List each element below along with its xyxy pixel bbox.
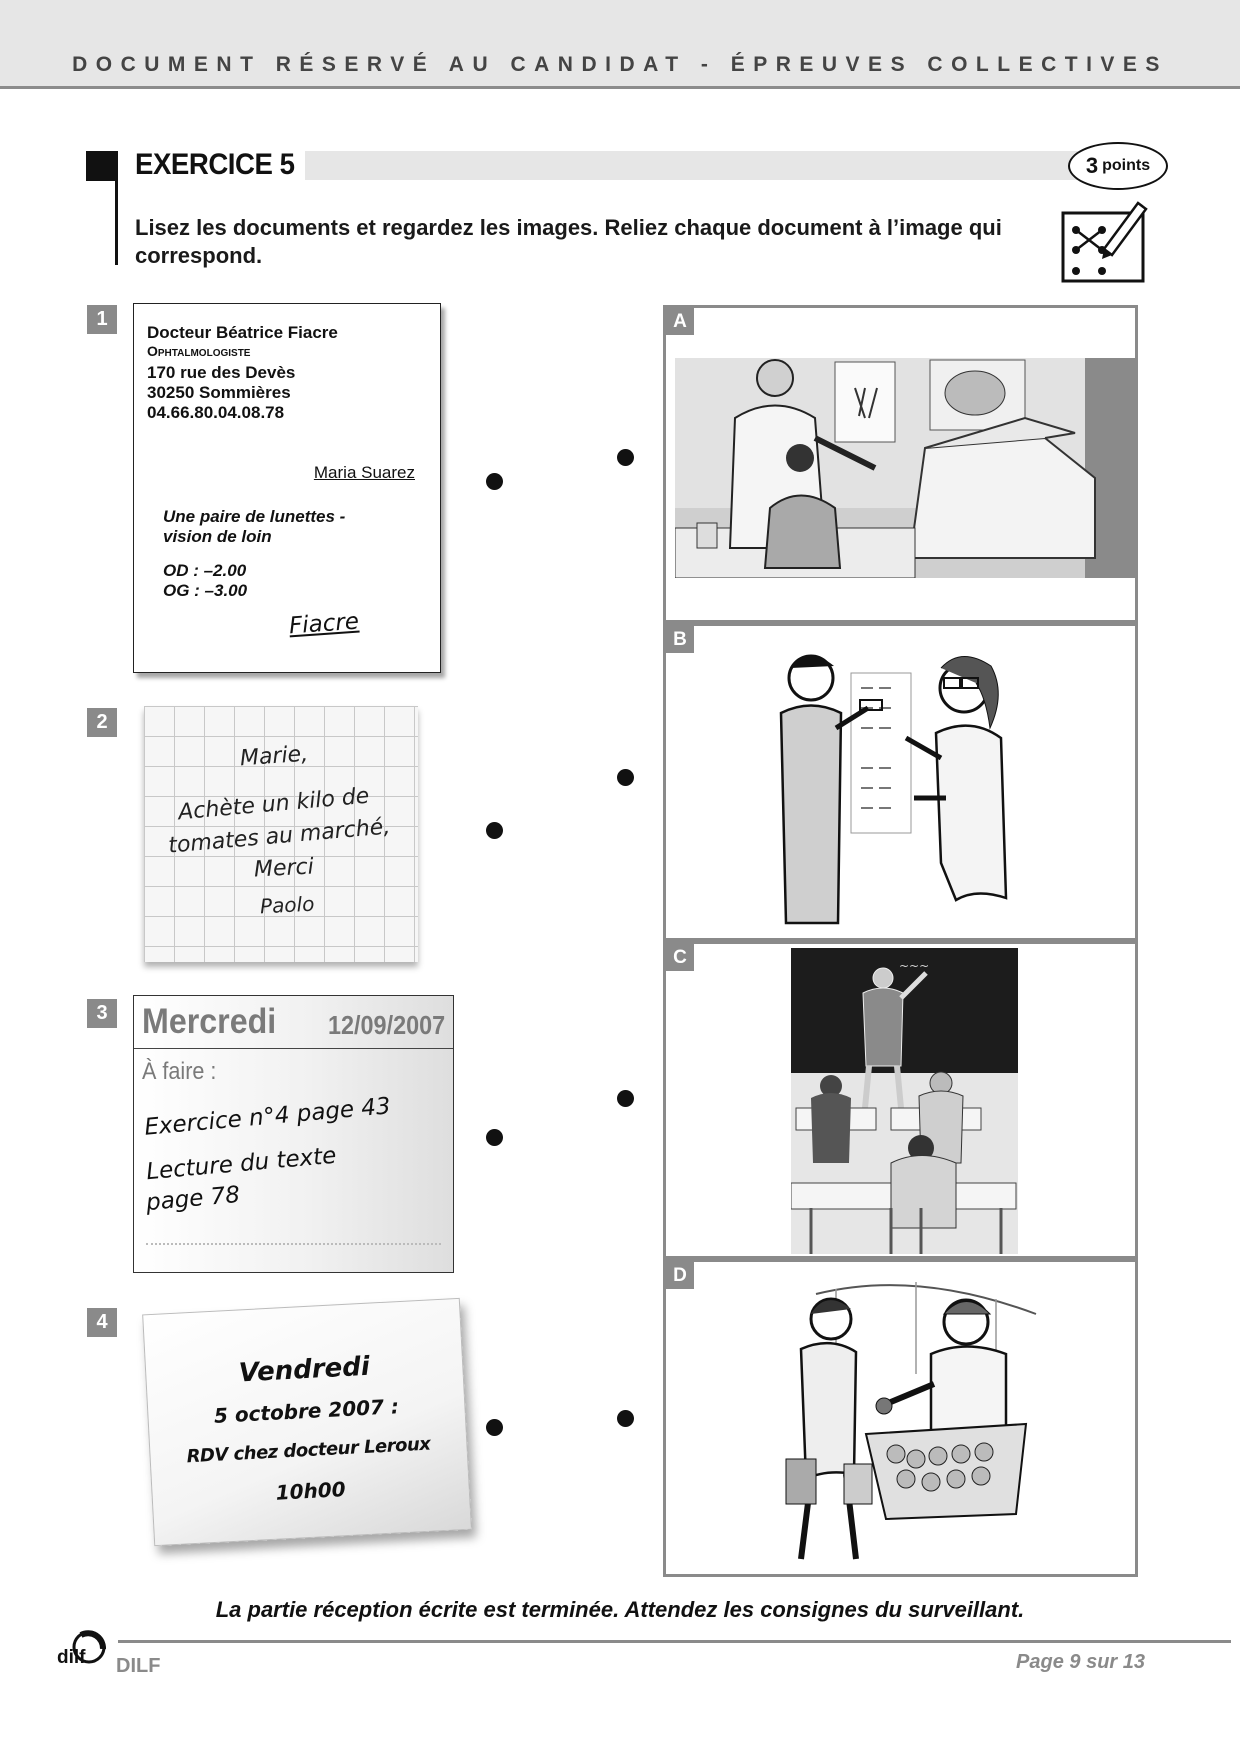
document-number-4: 4 <box>87 1308 117 1337</box>
doctor-signature: Fiacre <box>288 608 360 640</box>
picture-c-dot[interactable] <box>617 1090 634 1107</box>
document-3-dot[interactable] <box>486 1129 503 1146</box>
patient-name: Maria Suarez <box>313 463 415 482</box>
prescription-item-line-1: Une paire de lunettes - <box>163 507 346 526</box>
header-banner: DOCUMENT RÉSERVÉ AU CANDIDAT - ÉPREUVES COLLECTIVES <box>72 53 1168 76</box>
picture-b-panel <box>663 623 1138 941</box>
picture-a-label: A <box>666 308 694 335</box>
agenda-task-2-line-1: Lecture du texte <box>145 1142 338 1186</box>
title-bar <box>305 151 1088 180</box>
closing-instruction: La partie réception écrite est terminée. Attendez les consignes du surveillant. <box>215 1597 1025 1622</box>
note-line-4: Merci <box>253 854 315 883</box>
doctor-phone: 04.66.80.04.08.78 <box>147 403 285 422</box>
prescription-document <box>133 303 441 673</box>
sticky-note <box>142 1298 472 1546</box>
page-number: Page 9 sur 13 <box>1016 1651 1145 1673</box>
sticky-day: Vendredi <box>238 1351 371 1389</box>
dilf-logo <box>55 1627 107 1669</box>
agenda-day: Mercredi <box>142 1002 277 1041</box>
points-label: points <box>1102 157 1151 174</box>
doctor-city: 30250 Sommières <box>147 383 291 402</box>
footer-dilf: DILF <box>116 1655 161 1677</box>
agenda-task-2-line-2: page 78 <box>145 1181 241 1217</box>
document-number-2: 2 <box>87 708 117 737</box>
sticky-time: 10h00 <box>275 1477 347 1505</box>
picture-a-panel <box>663 305 1138 623</box>
picture-d-panel <box>663 1259 1138 1577</box>
agenda-header <box>134 996 453 1049</box>
agenda-todo-label: À faire : <box>142 1058 217 1085</box>
document-2-dot[interactable] <box>486 822 503 839</box>
note-greeting: Marie, <box>239 741 309 772</box>
classroom-illustration <box>791 948 1018 1254</box>
points-badge <box>1068 142 1168 190</box>
logo-text: dilf <box>57 1647 86 1668</box>
picture-b-label: B <box>666 626 694 653</box>
document-4-dot[interactable] <box>486 1419 503 1436</box>
optician-illustration <box>776 638 1036 930</box>
doctor-name: Docteur Béatrice Fiacre <box>147 323 338 342</box>
prescription-item-line-2: vision de loin <box>163 527 272 546</box>
prescription-od: OD : –2.00 <box>163 561 247 580</box>
agenda-dotted-line <box>146 1243 441 1245</box>
document-1-dot[interactable] <box>486 473 503 490</box>
picture-b-dot[interactable] <box>617 769 634 786</box>
note-signature: Paolo <box>259 891 315 919</box>
document-number-1: 1 <box>87 305 117 334</box>
title-vertical-rule <box>115 151 118 265</box>
doctor-address: 170 rue des Devès <box>147 363 296 382</box>
sticky-date: 5 octobre 2007 : <box>213 1394 400 1428</box>
note-line-3: tomates au marché, <box>167 814 392 859</box>
agenda-date: 12/09/2007 <box>327 1010 445 1040</box>
shopping-note <box>144 706 418 962</box>
doctor-office-illustration <box>675 358 1135 578</box>
instruction: Lisez les documents et regardez les images. Reliez chaque document à l’image qui correspond. <box>135 215 1002 268</box>
connect-dots-icon <box>1060 195 1150 285</box>
svg-text:~~~: ~~~ <box>899 959 930 973</box>
footer-rule <box>118 1640 1231 1643</box>
market-vendor-illustration <box>766 1274 1046 1566</box>
picture-d-label: D <box>666 1262 694 1289</box>
sticky-appointment: RDV chez docteur Leroux <box>186 1433 431 1468</box>
document-number-3: 3 <box>87 999 117 1028</box>
agenda-page <box>133 995 454 1273</box>
note-line-2: Achète un kilo de <box>177 783 371 826</box>
picture-d-dot[interactable] <box>617 1410 634 1427</box>
picture-c-label: C <box>666 944 694 971</box>
doctor-specialty: Ophtalmologiste <box>147 343 251 359</box>
picture-c-panel <box>663 941 1138 1259</box>
picture-a-dot[interactable] <box>617 449 634 466</box>
exercise-title: EXERCICE 5 <box>135 148 295 181</box>
title-marker <box>86 151 118 181</box>
prescription-og: OG : –3.00 <box>163 581 248 600</box>
agenda-task-1: Exercice n°4 page 43 <box>143 1093 392 1141</box>
points-value: 3 <box>1085 153 1099 178</box>
